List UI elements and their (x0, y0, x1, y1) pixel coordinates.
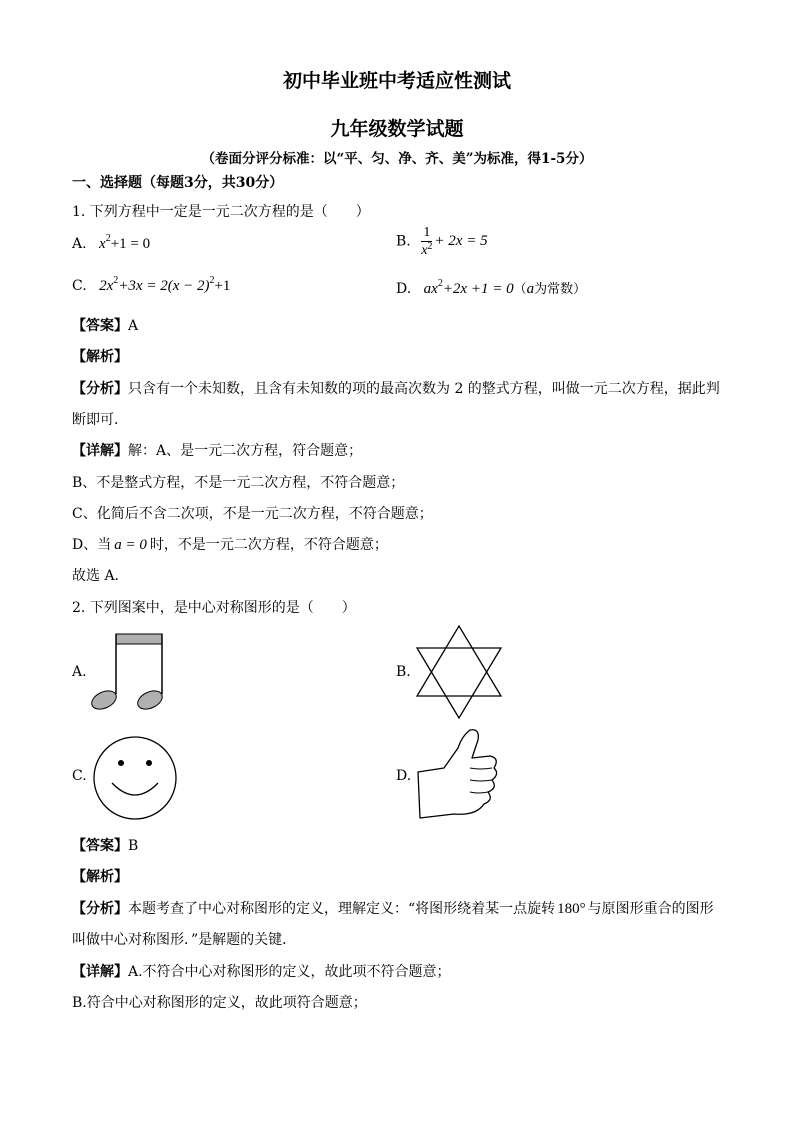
q2-xiangjie-line1 (72, 961, 451, 981)
q1-line-d-pre: D、当 (72, 537, 112, 553)
q2-analysis-tag (72, 866, 128, 886)
q1-option-a (72, 233, 151, 253)
q1-c-p3: +1 (214, 278, 231, 294)
q1-line-d (72, 534, 388, 554)
q2-xiangjie-text1: A.不符合中心对称图形的定义，故此项不符合题意； (128, 964, 451, 980)
q1-line-c: C、化简后不含二次项，不是一元二次方程，不符合题意； (72, 506, 433, 522)
scoring-note: （卷面分评分标准：以“平、匀、净、齐、美”为标准，得1-5分） (201, 151, 593, 167)
q2-stem: 2. 下列图案中，是中心对称图形的是（ ） (72, 600, 356, 616)
smiley-face-figure (92, 735, 178, 821)
q1-answer-tag: 【答案】 (72, 318, 128, 334)
q2-answer (72, 835, 138, 855)
q1-line-d-math: a = 0 (114, 537, 147, 553)
q1-option-d-label: D. (396, 281, 412, 297)
q2-fenxi-tag: 【分析】 (72, 901, 128, 917)
q1-conclusion: 故选 A． (72, 568, 129, 584)
q1-stem: 1. 下列方程中一定是一元二次方程的是（ ） (72, 204, 370, 220)
q1-xiangjie-tag: 【详解】 (72, 443, 128, 459)
q1-option-d (396, 278, 586, 298)
q1-analysis-tag (72, 346, 128, 366)
q1-b-rhs: + 2x = 5 (434, 233, 488, 250)
q1-fenxi-line1 (72, 378, 720, 398)
q1-c-e1: 2 (113, 275, 119, 286)
q2-option-b-label: B. (396, 664, 411, 680)
q1-xiangjie-text1: 解：A、是一元二次方程，符合题意； (128, 443, 363, 459)
q2-answer-value: B (128, 838, 139, 854)
q2-fenxi-text1: 本题考查了中心对称图形的定义，理解定义：“将图形绕着某一点旋转 (128, 901, 556, 917)
q1-option-b-label: B. (396, 233, 411, 250)
q1-b-num: 1 (421, 226, 432, 242)
q1-option-c-label: C. (72, 278, 87, 294)
music-note-figure (90, 632, 170, 712)
q2-option-a-label: A. (72, 664, 87, 680)
q1-d-p1: ax (423, 281, 438, 297)
q2-fenxi-line1 (72, 898, 714, 918)
q1-d-note-var: a (526, 281, 535, 297)
q2-fenxi-line2: 叫做中心对称图形．”是解题的关键． (72, 932, 297, 948)
q1-line-d-post: 时，不是一元二次方程，不符合题意； (149, 537, 388, 553)
section-heading-choice: 一、选择题（每题3分，共30分） (72, 175, 284, 191)
q2-option-c-label: C. (72, 768, 87, 784)
q1-c-p1: 2x (99, 278, 114, 294)
thumbs-up-figure (414, 728, 500, 824)
q1-line-b: B、不是整式方程，不是一元二次方程，不符合题意； (72, 475, 405, 491)
q2-answer-tag: 【答案】 (72, 838, 128, 854)
hexagram-figure (414, 624, 504, 720)
q2-fenxi-angle: 180° (557, 901, 586, 917)
q1-option-b (396, 226, 488, 258)
q1-answer-value: A (128, 318, 139, 334)
q1-xiangjie-line1 (72, 440, 362, 460)
q1-option-c (72, 275, 231, 295)
q1-d-note-open: （ (513, 282, 527, 297)
q1-a-rhs: +1 = 0 (110, 236, 151, 252)
q1-c-p2: +3x = 2(x − 2) (118, 278, 210, 294)
exam-subtitle: 九年级数学试题 (330, 118, 464, 140)
q1-fenxi-line2: 断即可． (72, 412, 128, 428)
q1-a-var: x (99, 236, 106, 252)
q1-b-den-exp: 2 (427, 241, 433, 252)
q1-d-p2: +2x +1 = 0 (442, 281, 514, 297)
q1-analysis-tag-text: 【解析】 (72, 349, 128, 365)
q1-c-e2: 2 (209, 275, 215, 286)
q1-a-exp: 2 (105, 233, 111, 244)
q1-option-a-label: A. (72, 236, 87, 252)
q1-d-note-rest: 为常数） (534, 282, 587, 297)
q1-fenxi-tag: 【分析】 (72, 381, 128, 397)
q2-line-b: B.符合中心对称图形的定义，故此项符合题意； (72, 995, 367, 1011)
q2-xiangjie-tag: 【详解】 (72, 964, 128, 980)
q1-answer (72, 315, 138, 335)
q1-b-den-var: x (421, 243, 428, 258)
q1-d-e1: 2 (437, 278, 443, 289)
q2-analysis-tag-text: 【解析】 (72, 869, 128, 885)
q2-option-d-label: D. (396, 768, 412, 784)
q1-fenxi-text1: 只含有一个未知数，且含有未知数的项的最高次数为 2 的整式方程，叫做一元二次方程，据此判 (128, 381, 720, 397)
q2-fenxi-text1b: 与原图形重合的图形 (587, 901, 714, 917)
exam-title: 初中毕业班中考适应性测试 (282, 70, 511, 92)
